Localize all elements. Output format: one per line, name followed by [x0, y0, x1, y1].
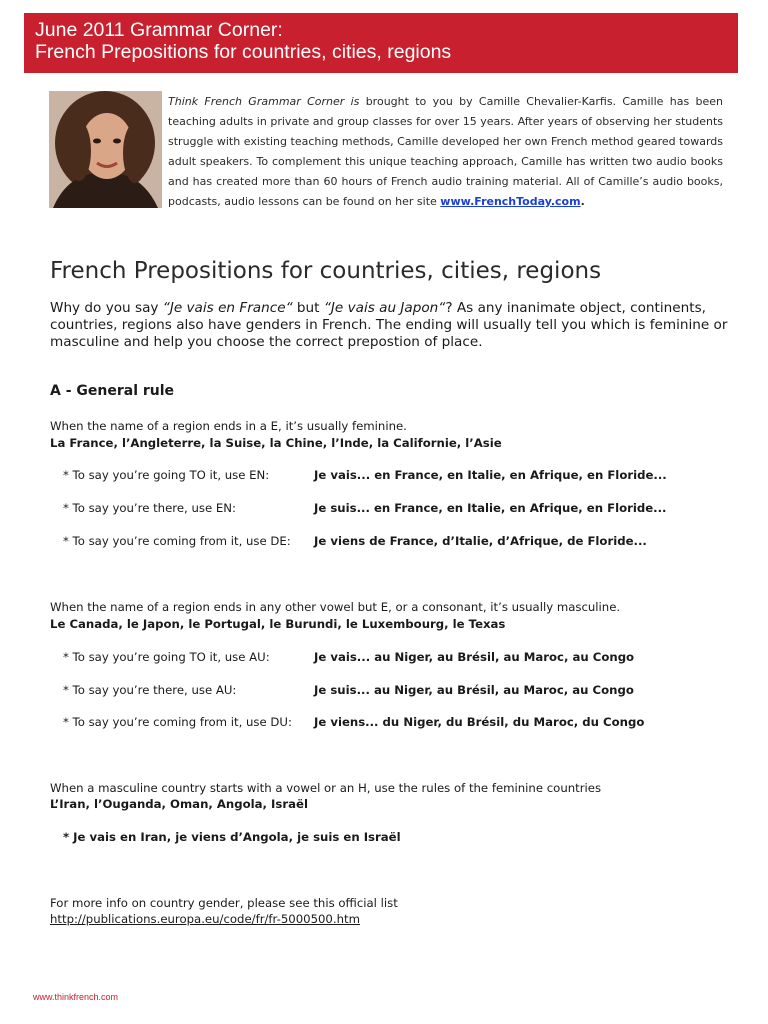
rule-label: * To say you’re coming from it, use DU:: [63, 715, 292, 729]
more-info-text: For more info on country gender, please see this official list: [50, 896, 398, 910]
intro-body: brought to you by Camille Chevalier-Karfis. Camille has been teaching adults in private and group classes for over 15 years. After years of observing her students struggle with existing teaching methods, Camille developed her own French method geared towards adult speakers. To complement this unique teaching approach, Camille has written two audio books and has created more than 60 hours of French audio training material. All of Camille’s audio books, podcasts, audio lessons can be found on her site: [168, 95, 723, 208]
rule-label: * To say you’re there, use EN:: [63, 501, 236, 515]
author-portrait-image: [49, 91, 162, 208]
vowel-bullet: * Je vais en Iran, je viens d’Angola, je suis en Israël: [63, 830, 401, 844]
lead-part-b: but: [292, 300, 324, 316]
intro-end: .: [580, 195, 585, 208]
feminine-intro: When the name of a region ends in a E, it’s usually feminine.: [50, 419, 407, 433]
header-banner: [24, 13, 738, 73]
lead-quote-1: “Je vais en France“: [162, 300, 293, 316]
feminine-examples: La France, l’Angleterre, la Suise, la Chine, l’Inde, la Californie, l’Asie: [50, 436, 502, 450]
rule-example: Je viens... du Niger, du Brésil, du Maroc, du Congo: [314, 715, 645, 729]
vowel-examples: L’Iran, l’Ouganda, Oman, Angola, Israël: [50, 797, 308, 811]
page-title: French Prepositions for countries, cities, regions: [50, 258, 602, 284]
rule-label: * To say you’re going TO it, use EN:: [63, 468, 270, 482]
lead-paragraph: [50, 300, 730, 351]
rule-example: Je vais... au Niger, au Brésil, au Maroc, au Congo: [314, 650, 635, 664]
lead-part-a: Why do you say: [50, 300, 163, 316]
europa-link[interactable]: http://publications.europa.eu/code/fr/fr-5000500.htm: [50, 912, 360, 926]
frenchtoday-link[interactable]: www.FrenchToday.com: [440, 195, 581, 208]
lead-part-c: ? As any inanimate object, continents, countries, regions also have genders in French. The ending will usually tell you which is feminine or masculine and help you choose the correct prepostion of place.: [50, 300, 728, 350]
masculine-intro: When the name of a region ends in any other vowel but E, or a consonant, it’s usually masculine.: [50, 600, 621, 614]
banner-title-line1: June 2011 Grammar Corner:: [35, 19, 283, 41]
intro-series-name: Think French Grammar Corner is: [168, 95, 360, 108]
rule-label: * To say you’re there, use AU:: [63, 683, 237, 697]
lead-quote-2: “Je vais au Japon“: [323, 300, 446, 316]
masculine-examples: Le Canada, le Japon, le Portugal, le Burundi, le Luxembourg, le Texas: [50, 617, 506, 631]
banner-title-line2: French Prepositions for countries, cities, regions: [35, 41, 452, 63]
rule-example: Je suis... au Niger, au Brésil, au Maroc, au Congo: [314, 683, 634, 697]
footer-site: www.thinkfrench.com: [33, 992, 119, 1002]
author-photo: [49, 91, 162, 208]
rule-label: * To say you’re coming from it, use DE:: [63, 534, 291, 548]
vowel-intro: When a masculine country starts with a vowel or an H, use the rules of the feminine countries: [50, 781, 602, 795]
rule-label: * To say you’re going TO it, use AU:: [63, 650, 270, 664]
intro-paragraph: [168, 92, 723, 212]
rule-example: Je vais... en France, en Italie, en Afrique, en Floride...: [314, 468, 667, 482]
section-heading: A - General rule: [50, 383, 175, 399]
rule-example: Je suis... en France, en Italie, en Afrique, en Floride...: [314, 501, 667, 515]
rule-example: Je viens de France, d’Italie, d’Afrique, de Floride...: [314, 534, 647, 548]
